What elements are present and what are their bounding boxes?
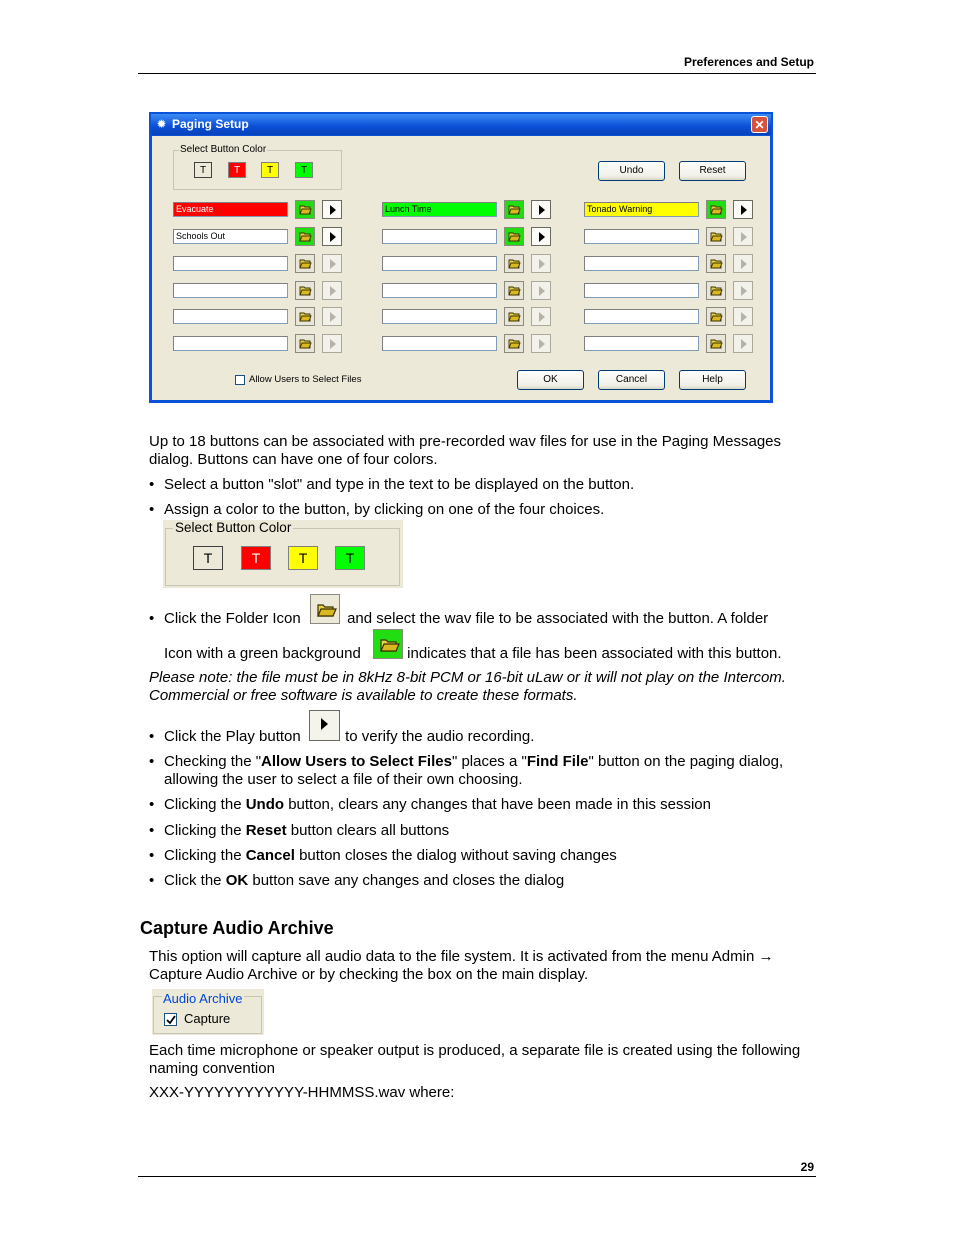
bullet-folder-icon — [149, 610, 829, 628]
bullet-select-slot: • Select a button "slot" and type in the text to be displayed on the button. — [149, 476, 819, 494]
b8-post: button closes the dialog without saving changes — [294, 847, 617, 864]
folder-icon[interactable] — [706, 254, 726, 273]
header-rule — [138, 73, 816, 74]
color-button-3[interactable]: T — [261, 162, 279, 178]
dialog-title: Paging Setup — [172, 117, 249, 131]
folder-icon[interactable] — [295, 307, 315, 326]
b7-bold: Reset — [245, 822, 287, 839]
slot-text-field[interactable] — [382, 336, 497, 351]
folder-icon[interactable] — [504, 254, 524, 273]
slot-text-field[interactable] — [173, 336, 288, 351]
play-icon[interactable] — [733, 254, 753, 273]
folder-icon[interactable] — [295, 334, 315, 353]
b7-post: button clears all buttons — [286, 822, 450, 839]
bullet-assign-color: • Assign a color to the button, by clicking on one of the four choices. — [149, 501, 819, 519]
bullet-cancel — [149, 847, 819, 865]
audio-archive-illustration — [152, 989, 264, 1035]
ok-button[interactable]: OK — [517, 370, 584, 390]
illus-group-label: Select Button Color — [175, 520, 292, 535]
footer-rule — [138, 1176, 816, 1177]
folder-icon[interactable] — [706, 334, 726, 353]
play-icon[interactable] — [322, 281, 342, 300]
undo-button[interactable]: Undo — [598, 161, 665, 181]
folder-green-icon[interactable] — [295, 200, 315, 219]
app-icon: ✹ — [156, 117, 167, 131]
slot-text-field[interactable]: Schools Out — [173, 229, 288, 244]
play-icon[interactable] — [322, 334, 342, 353]
bullet-folder-green-line — [149, 645, 829, 663]
capture-label: Capture — [184, 1011, 231, 1026]
capture-paragraph: This option will capture all audio data to the file system. It is activated from the menu Admin → Capture Audio Archive or by checking the box on the main display. — [149, 948, 774, 983]
slot-text-field[interactable] — [173, 309, 288, 324]
bullet-undo — [149, 796, 819, 814]
illus-color-button-3: T — [288, 546, 318, 570]
bullet-play-button — [149, 728, 819, 746]
b7-pre: Clicking the — [164, 822, 246, 839]
b6-bold: Undo — [245, 796, 285, 813]
help-button[interactable]: Help — [679, 370, 746, 390]
folder-icon[interactable] — [504, 281, 524, 300]
check-icon — [166, 1015, 176, 1025]
play-icon[interactable] — [531, 281, 551, 300]
slot-text-field[interactable]: Tonado Warning — [584, 202, 699, 217]
b5-mid: " places a " — [451, 753, 527, 770]
play-text-a: Click the Play button — [164, 728, 301, 745]
play-icon[interactable] — [531, 334, 551, 353]
slot-text-field[interactable] — [584, 283, 699, 298]
folder-icon[interactable] — [295, 254, 315, 273]
folder-green-icon[interactable] — [504, 227, 524, 246]
slot-text-field[interactable] — [584, 229, 699, 244]
play-icon[interactable] — [322, 307, 342, 326]
b5-bold2: Find File — [526, 753, 589, 770]
slot-text-field[interactable] — [584, 309, 699, 324]
b6-post: button, clears any changes that have been made in this session — [284, 796, 711, 813]
play-icon[interactable] — [531, 200, 551, 219]
play-icon[interactable] — [733, 334, 753, 353]
close-button[interactable]: ✕ — [751, 116, 768, 133]
play-text-b: to verify the audio recording. — [345, 728, 535, 745]
b8-pre: Clicking the — [164, 847, 246, 864]
folder-text-c: Icon with a green background — [164, 645, 361, 662]
naming-convention: XXX-YYYYYYYYYYYY-HHMMSS.wav where: — [149, 1084, 455, 1101]
play-icon-illustration — [309, 710, 340, 741]
paging-setup-dialog — [149, 112, 773, 403]
illus-color-button-1: T — [193, 546, 223, 570]
play-icon[interactable] — [531, 254, 551, 273]
illus-color-button-4: T — [335, 546, 365, 570]
folder-icon[interactable] — [295, 281, 315, 300]
audio-archive-label: Audio Archive — [163, 991, 243, 1006]
allow-users-select-files-label: Allow Users to Select Files — [249, 374, 362, 385]
slot-text-field[interactable] — [173, 283, 288, 298]
b9-bold: OK — [225, 872, 249, 889]
folder-icon[interactable] — [706, 227, 726, 246]
folder-green-icon[interactable] — [504, 200, 524, 219]
play-icon[interactable] — [531, 307, 551, 326]
folder-icon[interactable] — [504, 334, 524, 353]
slot-text-field[interactable] — [584, 256, 699, 271]
play-icon[interactable] — [733, 227, 753, 246]
slot-text-field[interactable] — [584, 336, 699, 351]
section-heading-capture: Capture Audio Archive — [140, 918, 334, 938]
folder-icon[interactable] — [504, 307, 524, 326]
folder-text-d: indicates that a file has been associated with this button. — [407, 645, 782, 662]
slot-text-field[interactable]: Lunch Time — [382, 202, 497, 217]
slot-text-field[interactable]: Evacuate — [173, 202, 288, 217]
bullet-reset — [149, 822, 819, 840]
play-icon[interactable] — [322, 254, 342, 273]
illus-color-button-2: T — [241, 546, 271, 570]
running-header: Preferences and Setup — [683, 55, 814, 69]
capture-checkbox[interactable] — [164, 1013, 177, 1026]
play-icon[interactable] — [322, 227, 342, 246]
slot-text-field[interactable] — [382, 229, 497, 244]
format-note: Please note: the file must be in 8kHz 8-bit PCM or 16-bit uLaw or it will not play on the Intercom. Commercial or free software is available to create these formats. — [149, 669, 786, 704]
b5-post: " button on the paging dialog, allowing the user to select a file of their own choosing. — [164, 753, 784, 788]
folder-text-b: and select the wav file to be associated with the button. A folder — [347, 610, 769, 627]
play-icon[interactable] — [733, 200, 753, 219]
folder-icon-illustration — [310, 594, 340, 624]
allow-users-select-files-checkbox[interactable] — [235, 375, 245, 385]
naming-intro-paragraph: Each time microphone or speaker output is produced, a separate file is created using the following naming convention — [149, 1042, 801, 1077]
b8-bold: Cancel — [245, 847, 295, 864]
folder-green-icon[interactable] — [295, 227, 315, 246]
play-icon[interactable] — [733, 307, 753, 326]
b5-bold1: Allow Users to Select Files — [261, 753, 452, 770]
play-icon[interactable] — [322, 200, 342, 219]
folder-text-a: Click the Folder Icon — [164, 610, 301, 627]
dialog-titlebar — [151, 114, 771, 135]
cancel-button[interactable]: Cancel — [598, 370, 665, 390]
select-button-color-label: Select Button Color — [180, 144, 267, 155]
b9-post: button save any changes and closes the dialog — [248, 872, 565, 889]
folder-icon[interactable] — [706, 307, 726, 326]
color-button-1[interactable]: T — [194, 162, 212, 178]
b6-pre: Clicking the — [164, 796, 246, 813]
slot-text-field[interactable] — [382, 256, 497, 271]
b9-pre: Click the — [164, 872, 226, 889]
bullet-allow-users — [149, 753, 819, 789]
folder-icon[interactable] — [706, 281, 726, 300]
reset-button[interactable]: Reset — [679, 161, 746, 181]
slot-text-field[interactable] — [382, 309, 497, 324]
select-color-illustration — [163, 520, 403, 588]
play-icon[interactable] — [733, 281, 753, 300]
slot-text-field[interactable] — [173, 256, 288, 271]
slot-text-field[interactable] — [382, 283, 497, 298]
dialog-client-area — [152, 136, 770, 400]
green-folder-icon-illustration — [373, 629, 403, 659]
color-button-4[interactable]: T — [295, 162, 313, 178]
bullet-ok — [149, 872, 819, 890]
intro-paragraph: Up to 18 buttons can be associated with pre-recorded wav files for use in the Paging Messages dialog. Buttons can have one of four colors. — [149, 433, 782, 468]
page-number: 29 — [800, 1160, 814, 1174]
folder-green-icon[interactable] — [706, 200, 726, 219]
play-icon[interactable] — [531, 227, 551, 246]
color-button-2[interactable]: T — [228, 162, 246, 178]
b5-pre: Checking the " — [164, 753, 262, 770]
